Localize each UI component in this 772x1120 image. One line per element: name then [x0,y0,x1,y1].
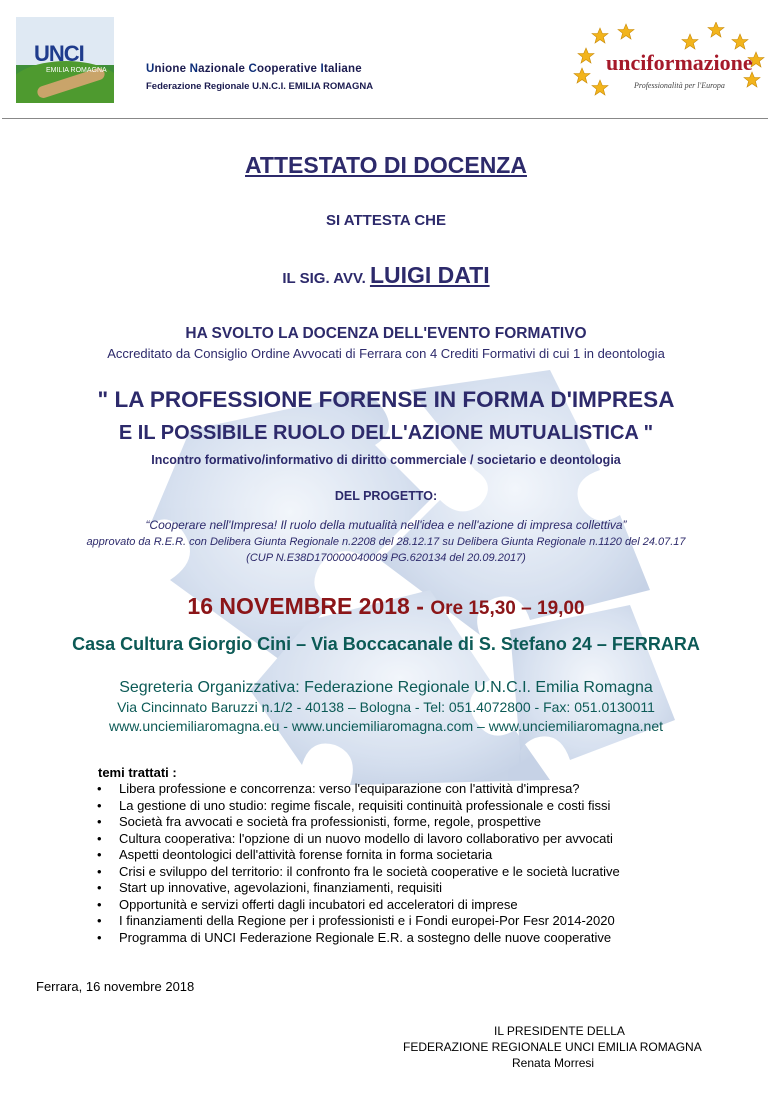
secretariat: Segreteria Organizzativa: Federazione Regionale U.N.C.I. Emilia Romagna [119,679,653,696]
name-prefix: IL SIG. AVV. [282,270,370,287]
list-item: • Aspetti deontologici dell'attività forense fornita in forma societaria [97,847,493,862]
list-item: • Opportunità e servizi offerti dagli incubatori ed acceleratori di imprese [97,896,518,912]
attest-line: SI ATTESTA CHE [326,212,446,229]
topics-list [97,781,620,946]
recipient-line [0,262,772,289]
event-date: 16 NOVEMBRE 2018 [187,593,410,619]
list-item: • Start up innovative, agevolazioni, finanziamenti, requisiti [97,880,443,895]
organization-subtitle: Federazione Regionale U.N.C.I. EMILIA ROMAGNA [146,81,374,92]
websites: www.unciemiliaromagna.eu - www.unciemiliaromagna.com – www.unciemiliaromagna.net [108,718,663,734]
recipient-name: LUIGI DATI [369,262,490,288]
event-title-line-2: E IL POSSIBILE RUOLO DELL'AZIONE MUTUALISTICA " [118,422,654,444]
header-divider [2,118,768,119]
approval-text: approvato da R.E.R. con Delibera Giunta Regionale n.2208 del 28.12.17 su Delibera Giunta Regionale n.1120 del 24.07.17 [86,536,686,548]
certificate-title: ATTESTATO DI DOCENZA [245,152,527,178]
project-label: DEL PROGETTO: [334,489,438,503]
secretariat-address: Via Cincinnato Baruzzi n.1/2 - 40138 – Bologna - Tel: 051.4072800 - Fax: 051.0130011 [117,699,655,715]
logo-right-tagline: Professionalità per l'Europa [634,81,725,90]
signature-title-1: IL PRESIDENTE DELLA [494,1024,625,1038]
unciformazione-logo [572,22,768,98]
cup-reference: (CUP N.E38D170000040009 PG.620134 del 20.09.2017) [246,552,526,564]
role-statement: HA SVOLTO LA DOCENZA DELL'EVENTO FORMATIVO [185,325,587,342]
event-time: Ore 15,30 – 19,00 [430,598,585,619]
list-item: • La gestione di uno studio: regime fiscale, requisiti continuità professionale e costi fissi [97,797,611,813]
project-title: “Cooperare nell'Impresa! Il ruolo della mutualità nell'idea e nell'azione di impresa collettiva” [145,518,627,532]
organization-name: Unione Nazionale Cooperative Italiane [146,63,362,75]
event-subtitle: Incontro formativo/informativo di diritto commerciale / societario e deontologia [151,453,621,467]
list-item: • Cultura cooperativa: l'opzione di un nuovo modello di lavoro collaborativo per avvocati [97,830,613,846]
accreditation-text: Accreditato da Consiglio Ordine Avvocati di Ferrara con 4 Crediti Formativi di cui 1 in deontologia [107,346,665,361]
logo-right-brand: unciformazione [606,50,753,75]
list-item: • Società fra avvocati e società fra professionisti, forme, regole, prospettive [97,814,541,829]
topics-label: temi trattati : [98,765,177,780]
place-and-date: Ferrara, 16 novembre 2018 [36,979,195,994]
list-item: • Libera professione e concorrenza: verso l'equiparazione con l'attività d'impresa? [97,781,580,796]
signature-title-2: FEDERAZIONE REGIONALE UNCI EMILIA ROMAGNA [403,1040,702,1054]
list-item: • I finanziamenti della Regione per i professionisti e i Fondi europei-Por Fesr 2014-2020 [97,913,615,928]
event-date-line: 16 NOVEMBRE 2018 - Ore 15,30 – 19,00 [187,593,585,619]
event-title-line-1: " LA PROFESSIONE FORENSE IN FORMA D'IMPRESA [97,387,675,412]
list-item: • Crisi e sviluppo del territorio: il confronto fra le società cooperative e le società lucrative [97,863,620,879]
unci-emilia-romagna-logo [16,17,114,103]
logo-left-sub: EMILIA ROMAGNA [46,67,107,74]
logo-left-mark: UNCI [34,41,84,66]
signatory-name: Renata Morresi [512,1056,595,1070]
list-item: • Programma di UNCI Federazione Regionale E.R. a sostegno delle nuove cooperative [97,929,612,945]
event-venue: Casa Cultura Giorgio Cini – Via Boccacanale di S. Stefano 24 – FERRARA [72,634,700,654]
